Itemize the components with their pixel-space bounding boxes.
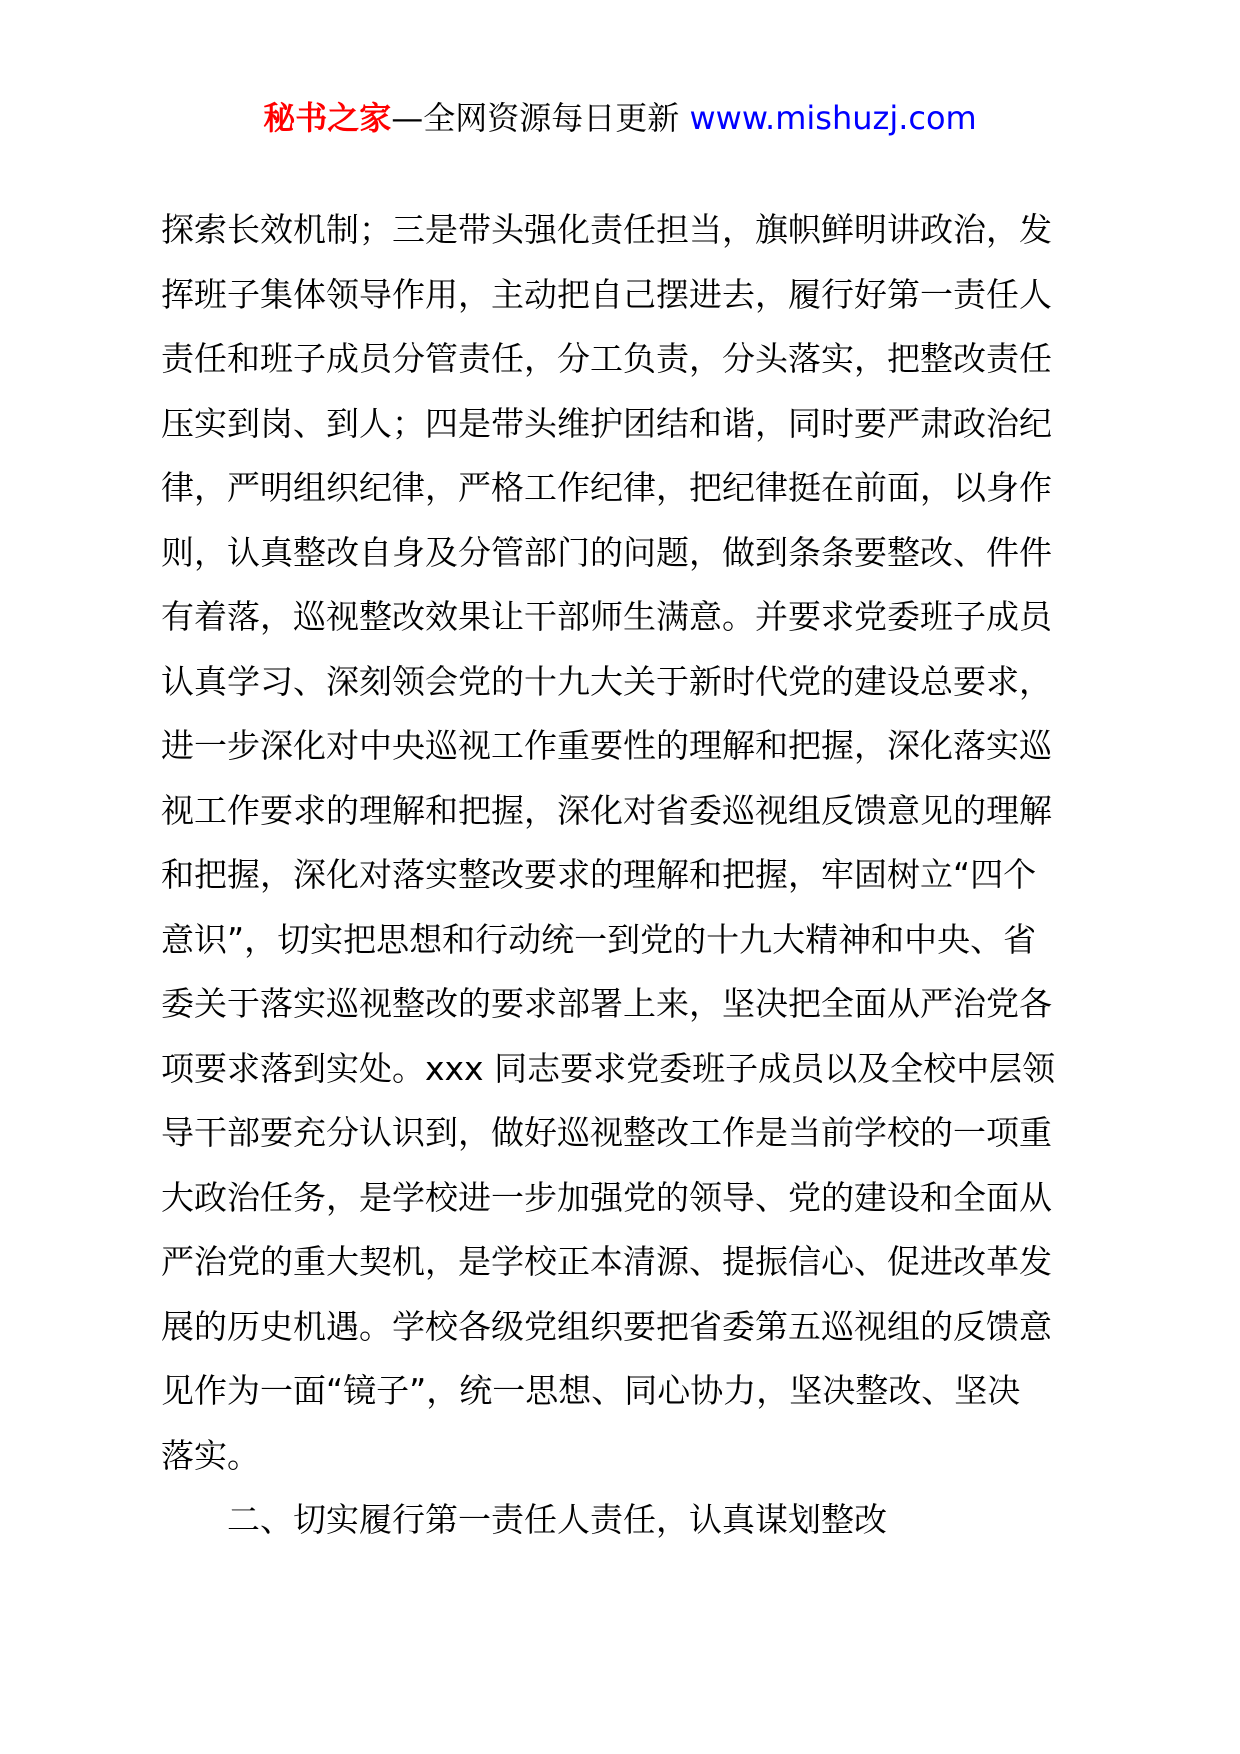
section-heading: 二、切实履行第一责任人责任，认真谋划整改 — [227, 1500, 887, 1539]
paragraph-line: 导干部要充分认识到，做好巡视整改工作是当前学校的一项重 — [161, 1113, 1052, 1152]
paragraph-line: 严治党的重大契机，是学校正本清源、提振信心、促进改革发 — [161, 1242, 1052, 1281]
header-slogan: —全网资源每日更新 — [391, 99, 690, 137]
paragraph-line: 意识”，切实把思想和行动统一到党的十九大精神和中央、省 — [161, 919, 1037, 959]
site-url[interactable]: www.mishuzj.com — [689, 99, 977, 137]
paragraph-line: 视工作要求的理解和把握，深化对省委巡视组反馈意见的理解 — [161, 790, 1052, 830]
paragraph-line: 委关于落实巡视整改的要求部署上来，坚决把全面从严治党各 — [161, 984, 1052, 1023]
paragraph-line: 认真学习、深刻领会党的十九大关于新时代党的建设总要求， — [161, 661, 1052, 701]
site-header — [0, 98, 1240, 138]
paragraph-line: 大政治任务，是学校进一步加强党的领导、党的建设和全面从 — [161, 1177, 1052, 1217]
body-paragraph — [161, 198, 1083, 1488]
paragraph-line: 则，认真整改自身及分管部门的问题，做到条条要整改、件件 — [161, 532, 1052, 572]
paragraph-line: 压实到岗、到人；四是带头维护团结和谐，同时要严肃政治纪 — [161, 403, 1052, 443]
paragraph-line: 挥班子集体领导作用，主动把自己摆进去，履行好第一责任人 — [161, 274, 1052, 314]
brand-name: 秘书之家 — [263, 99, 392, 137]
paragraph-line: 展的历史机遇。学校各级党组织要把省委第五巡视组的反馈意 — [161, 1306, 1052, 1346]
paragraph-line: 律，严明组织纪律，严格工作纪律，把纪律挺在前面，以身作 — [161, 468, 1052, 507]
paragraph-line: 和把握，深化对落实整改要求的理解和把握，牢固树立“四个 — [161, 855, 1037, 894]
paragraph-line: 责任和班子成员分管责任，分工负责，分头落实，把整改责任 — [161, 339, 1052, 378]
paragraph-line: 进一步深化对中央巡视工作重要性的理解和把握，深化落实巡 — [161, 726, 1052, 765]
paragraph-line: 探索长效机制；三是带头强化责任担当，旗帜鲜明讲政治，发 — [161, 210, 1052, 249]
paragraph-line: 有着落，巡视整改效果让干部师生满意。并要求党委班子成员 — [161, 597, 1052, 636]
paragraph-line: 落实。 — [161, 1435, 260, 1475]
paragraph-line: 见作为一面“镜子”，统一思想、同心协力，坚决整改、坚决 — [161, 1371, 1021, 1410]
paragraph-line: 项要求落到实处。xxx 同志要求党委班子成员以及全校中层领 — [161, 1048, 1056, 1088]
